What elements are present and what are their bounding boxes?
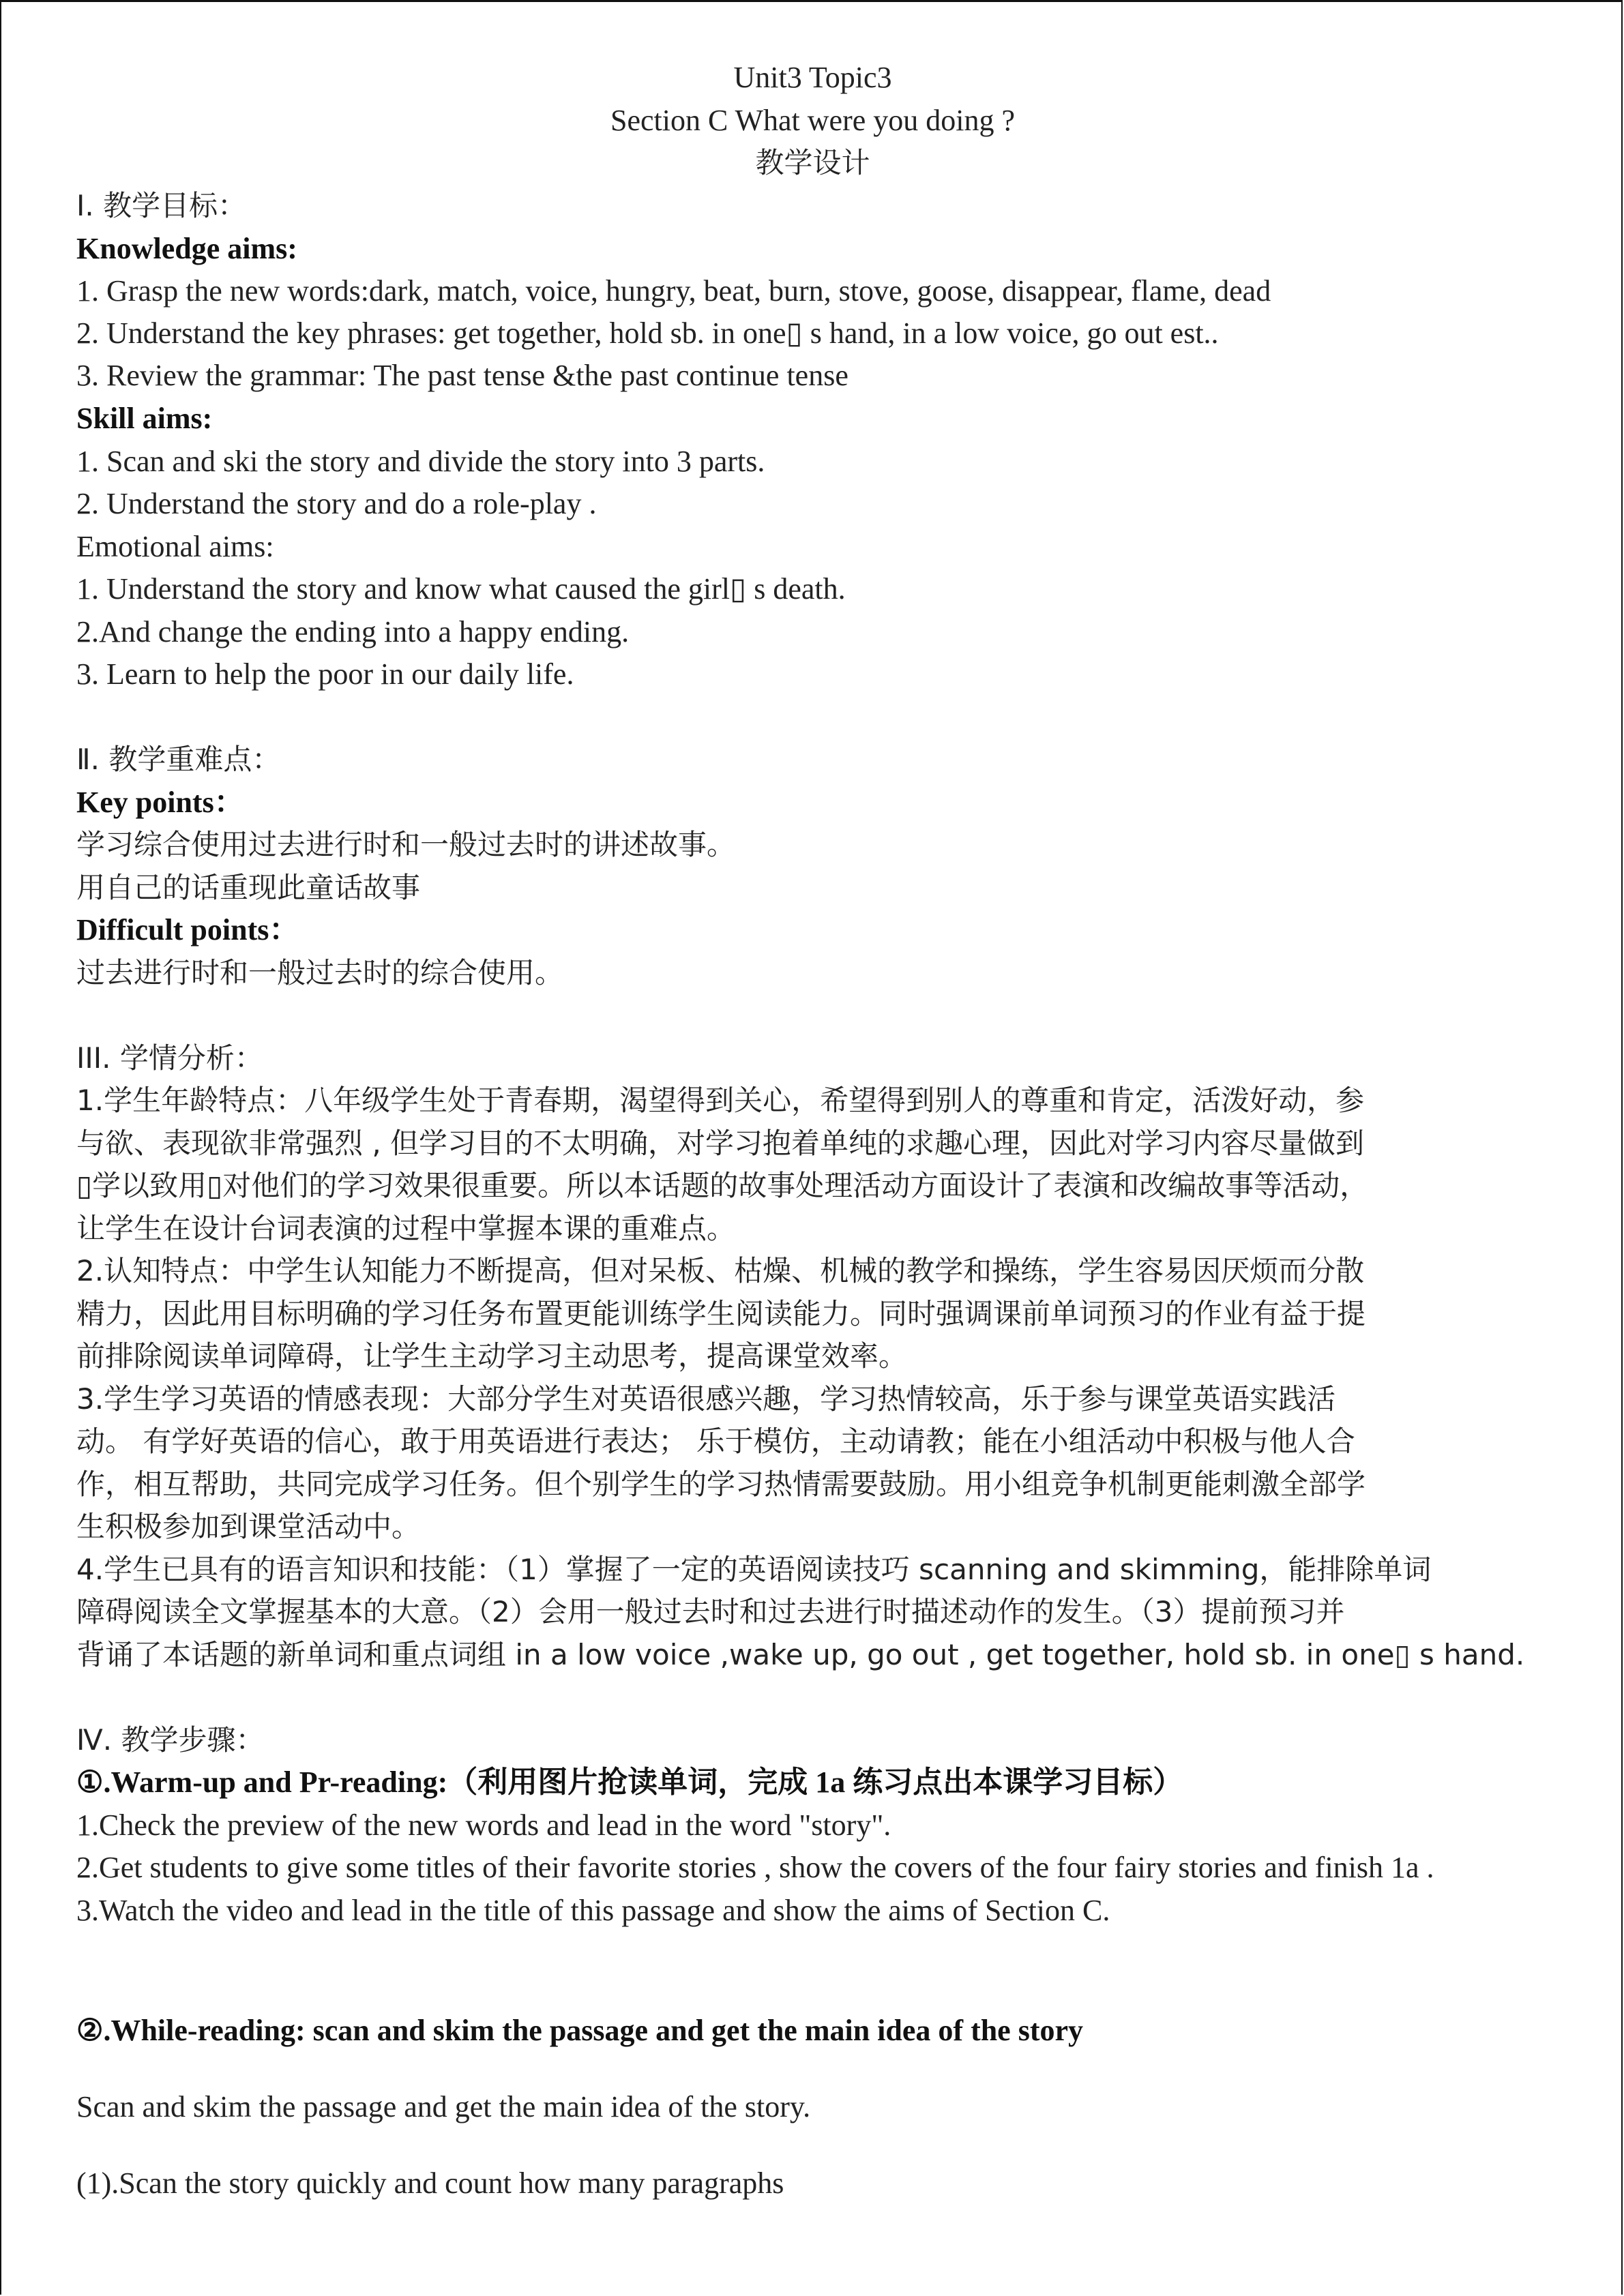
objectives-heading: Ⅰ. 教学目标：: [76, 189, 247, 222]
emotional-aims-heading: Emotional aims:: [76, 530, 274, 563]
analysis-line: 让学生在设计台词表演的过程中掌握本课的重难点。: [76, 1212, 736, 1245]
analysis-line: 精力，因此用目标明确的学习任务布置更能训练学生阅读能力。同时强调课前单词预习的作业有益于提: [76, 1297, 1366, 1330]
emotional-item: 2.And change the ending into a happy ending.: [76, 615, 630, 648]
key-point-item: 用自己的话重现此童话故事: [76, 871, 421, 904]
analysis-line: 与欲、表现欲非常强烈 , 但学习目的不太明确，对学习抱着单纯的求趣心理，因此对学习内容尽量做到: [76, 1127, 1365, 1160]
difficult-points-heading: Difficult points：: [76, 913, 299, 946]
analysis-line: 作，相互帮助，共同完成学习任务。但个别学生的学习热情需要鼓励。用小组竞争机制更能刺激全部学: [76, 1467, 1366, 1501]
analysis-line: 3.学生学习英语的情感表现：大部分学生对英语很感兴趣，学习热情较高，乐于参与课堂英语实践活: [76, 1382, 1336, 1416]
key-points-heading: Key points：: [76, 786, 244, 819]
analysis-line: 障碍阅读全文掌握基本的大意。（2）会用一般过去时和过去进行时描述动作的发生。（3）提前预习并: [76, 1595, 1345, 1628]
emotional-item: 3. Learn to help the poor in our daily life.: [76, 657, 574, 691]
analysis-line: 生积极参加到课堂活动中。: [76, 1510, 421, 1543]
analysis-line: 背诵了本话题的新单词和重点词组 in a low voice ,wake up, go out , get together, hold sb. in one▯ s hand.: [76, 1638, 1525, 1671]
section-title: Section C What were you doing ?: [610, 104, 1016, 137]
warmup-heading: ①.Warm-up and Pr-reading:（利用图片抢读单词，完成 1a 练习点出本课学习目标）: [76, 1765, 1183, 1799]
warmup-item: 3.Watch the video and lead in the title of this passage and show the aims of Section C.: [76, 1894, 1110, 1927]
skill-item: 2. Understand the story and do a role-play .: [76, 487, 597, 520]
analysis-heading: III. 学情分析：: [76, 1041, 263, 1075]
emotional-item: 1. Understand the story and know what caused the girl▯ s death.: [76, 572, 846, 606]
key-difficult-heading: Ⅱ. 教学重难点：: [76, 743, 281, 776]
doc-title: Unit3 Topic3: [733, 61, 892, 94]
warmup-item: 1.Check the preview of the new words and lead in the word "story".: [76, 1808, 891, 1842]
while-reading-heading: ②.While-reading: scan and skim the passage and get the main idea of the story: [76, 2014, 1084, 2047]
scan-instruction: (1).Scan the story quickly and count how many paragraphs: [76, 2166, 784, 2200]
analysis-line: 前排除阅读单词障碍，让学生主动学习主动思考，提高课堂效率。: [76, 1339, 908, 1373]
while-reading-text: Scan and skim the passage and get the main idea of the story.: [76, 2090, 811, 2123]
skill-aims-heading: Skill aims:: [76, 402, 213, 435]
doc-subtitle: 教学设计: [755, 146, 870, 179]
analysis-line: 1.学生年龄特点：八年级学生处于青春期，渴望得到关心，希望得到别人的尊重和肯定，活泼好动，参: [76, 1084, 1365, 1117]
key-point-item: 学习综合使用过去进行时和一般过去时的讲述故事。: [76, 828, 736, 861]
knowledge-item: 3. Review the grammar: The past tense &the past continue tense: [76, 359, 848, 392]
steps-heading: Ⅳ. 教学步骤：: [76, 1723, 265, 1757]
skill-item: 1. Scan and ski the story and divide the story into 3 parts.: [76, 445, 765, 478]
difficult-point-item: 过去进行时和一般过去时的综合使用。: [76, 956, 564, 989]
analysis-line: 2.认知特点：中学生认知能力不断提高，但对呆板、枯燥、机械的教学和操练，学生容易因厌烦而分散: [76, 1254, 1365, 1287]
analysis-line: 4.学生已具有的语言知识和技能：（1）掌握了一定的英语阅读技巧 scanning and skimming，能排除单词: [76, 1553, 1432, 1586]
knowledge-item: 2. Understand the key phrases: get together, hold sb. in one▯ s hand, in a low voice, go out est..: [76, 316, 1219, 350]
analysis-line: 动。 有学好英语的信心，敢于用英语进行表达； 乐于模仿，主动请教；能在小组活动中积极与他人合: [76, 1425, 1355, 1458]
warmup-item: 2.Get students to give some titles of their favorite stories , show the covers of the four fairy stories and finish 1a .: [76, 1851, 1434, 1884]
knowledge-item: 1. Grasp the new words:dark, match, voice, hungry, beat, burn, stove, goose, disappear, flame, dead: [76, 274, 1271, 308]
analysis-line: ▯学以致用▯对他们的学习效果很重要。所以本话题的故事处理活动方面设计了表演和改编故事等活动，: [76, 1169, 1369, 1202]
knowledge-aims-heading: Knowledge aims:: [76, 232, 297, 265]
